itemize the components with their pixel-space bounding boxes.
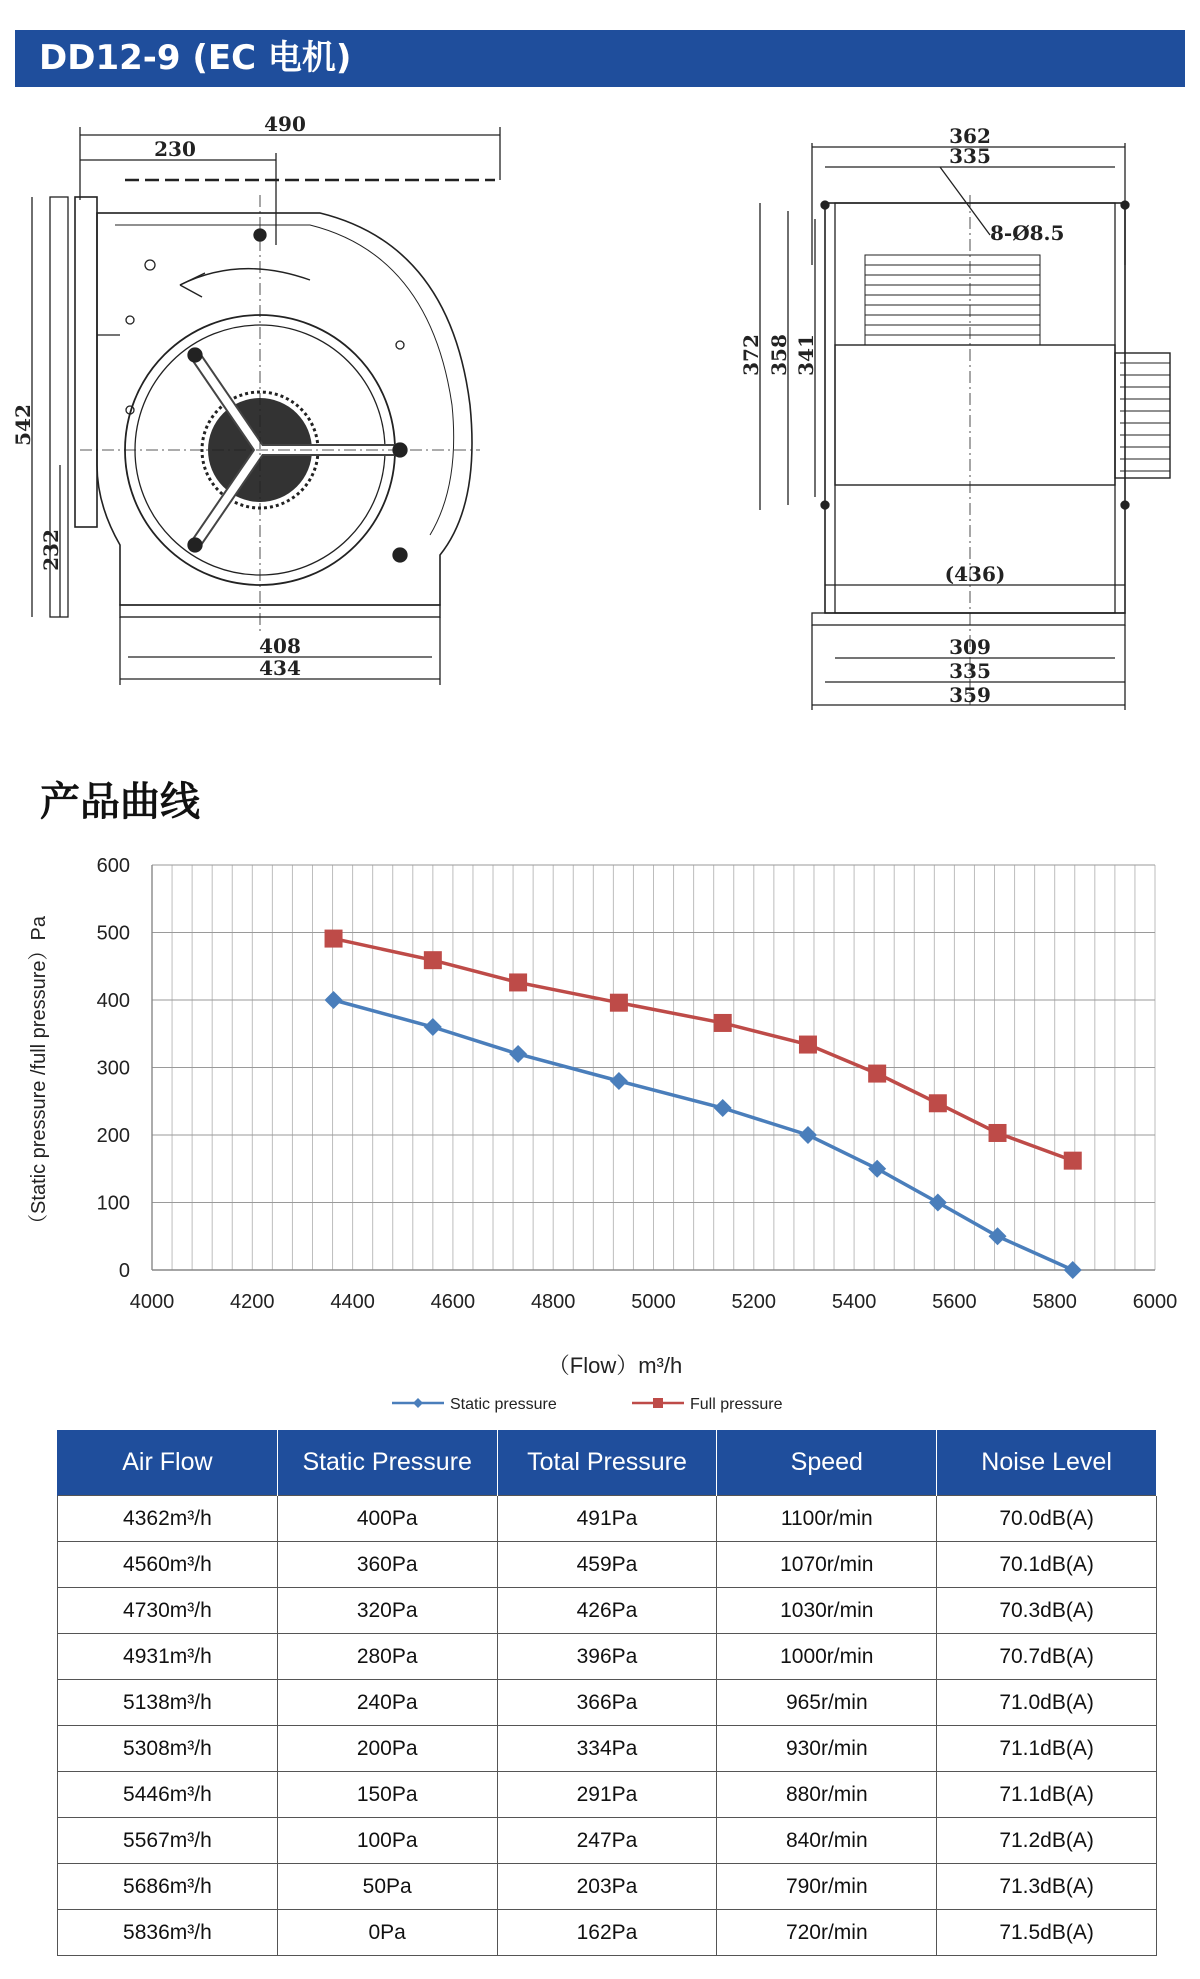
table-cell: 491Pa xyxy=(497,1496,717,1542)
chart-legend xyxy=(392,1396,783,1413)
table-cell: 459Pa xyxy=(497,1542,717,1588)
table-cell: 0Pa xyxy=(277,1910,497,1956)
table-cell: 100Pa xyxy=(277,1818,497,1864)
data-point-full-pressure xyxy=(1064,1152,1082,1170)
legend-label: Static pressure xyxy=(450,1396,557,1413)
table-row xyxy=(58,1588,1157,1634)
performance-chart xyxy=(0,835,1200,1415)
table-row xyxy=(58,1864,1157,1910)
table-row xyxy=(58,1818,1157,1864)
data-point-full-pressure xyxy=(714,1014,732,1032)
dim-side-holes: 8-Ø8.5 xyxy=(990,221,1065,245)
table-cell: 366Pa xyxy=(497,1680,717,1726)
table-cell: 71.1dB(A) xyxy=(937,1726,1157,1772)
x-tick-label: 4800 xyxy=(530,1291,576,1313)
table-cell: 71.5dB(A) xyxy=(937,1910,1157,1956)
table-cell: 334Pa xyxy=(497,1726,717,1772)
table-cell: 280Pa xyxy=(277,1634,497,1680)
table-cell: 880r/min xyxy=(717,1772,937,1818)
series-line-full-pressure xyxy=(334,939,1073,1161)
table-cell: 930r/min xyxy=(717,1726,937,1772)
data-point-static-pressure xyxy=(610,1072,628,1090)
dim-side-height-inner: 341 xyxy=(794,334,818,376)
y-tick-label: 0 xyxy=(118,1260,130,1282)
table-row xyxy=(58,1726,1157,1772)
data-point-static-pressure xyxy=(989,1227,1007,1245)
dim-side-base-inner: 309 xyxy=(949,635,991,659)
x-tick-label: 4200 xyxy=(230,1291,275,1313)
table-cell: 291Pa xyxy=(497,1772,717,1818)
table-cell: 5836m³/h xyxy=(58,1910,278,1956)
dim-height-total: 542 xyxy=(11,404,35,446)
x-tick-label: 5600 xyxy=(932,1291,977,1313)
table-cell: 70.1dB(A) xyxy=(937,1542,1157,1588)
table-cell: 70.3dB(A) xyxy=(937,1588,1157,1634)
table-cell: 4560m³/h xyxy=(58,1542,278,1588)
side-view-drawing xyxy=(700,105,1190,745)
table-header-row xyxy=(58,1430,1157,1496)
data-point-full-pressure xyxy=(325,930,343,948)
y-tick-label: 100 xyxy=(96,1192,130,1215)
dim-width-total: 490 xyxy=(264,112,306,136)
table-header-cell: Total Pressure xyxy=(497,1430,717,1496)
data-point-static-pressure xyxy=(714,1099,732,1117)
table-cell: 200Pa xyxy=(277,1726,497,1772)
page-title: DD12-9 (EC 电机) xyxy=(39,38,352,78)
table-cell: 71.1dB(A) xyxy=(937,1772,1157,1818)
x-tick-label: 5400 xyxy=(831,1291,877,1313)
table-cell: 5567m³/h xyxy=(58,1818,278,1864)
dim-side-base-outer: 359 xyxy=(949,683,991,707)
data-point-static-pressure xyxy=(509,1045,527,1063)
x-tick-label: 5000 xyxy=(631,1291,676,1313)
legend-marker xyxy=(413,1398,423,1408)
table-body xyxy=(58,1496,1157,1956)
table-row xyxy=(58,1772,1157,1818)
x-tick-label: 4600 xyxy=(430,1291,476,1313)
table-header-cell: Speed xyxy=(717,1430,937,1496)
table-header-cell: Air Flow xyxy=(58,1430,278,1496)
table-cell: 70.0dB(A) xyxy=(937,1496,1157,1542)
table-cell: 247Pa xyxy=(497,1818,717,1864)
table-cell: 720r/min xyxy=(717,1910,937,1956)
data-point-static-pressure xyxy=(1064,1261,1082,1279)
y-tick-label: 300 xyxy=(96,1057,130,1080)
dim-side-height-mid: 358 xyxy=(767,334,791,376)
chart-svg xyxy=(0,835,1200,1415)
table-cell: 790r/min xyxy=(717,1864,937,1910)
table-cell: 320Pa xyxy=(277,1588,497,1634)
table-cell: 5308m³/h xyxy=(58,1726,278,1772)
table-cell: 400Pa xyxy=(277,1496,497,1542)
table-cell: 840r/min xyxy=(717,1818,937,1864)
table-cell: 240Pa xyxy=(277,1680,497,1726)
table-cell: 71.0dB(A) xyxy=(937,1680,1157,1726)
table-cell: 71.3dB(A) xyxy=(937,1864,1157,1910)
table-cell: 426Pa xyxy=(497,1588,717,1634)
data-point-full-pressure xyxy=(424,951,442,969)
table-row xyxy=(58,1634,1157,1680)
dim-base-inner: 408 xyxy=(259,634,301,658)
table-cell: 1100r/min xyxy=(717,1496,937,1542)
table-cell: 4931m³/h xyxy=(58,1634,278,1680)
data-point-full-pressure xyxy=(989,1124,1007,1142)
x-tick-label: 4000 xyxy=(129,1291,175,1313)
dim-side-height-outer: 372 xyxy=(739,334,763,376)
y-tick-label: 600 xyxy=(96,855,130,877)
dim-side-width-inner: 335 xyxy=(949,144,991,168)
table-cell: 396Pa xyxy=(497,1634,717,1680)
section-title: 产品曲线 xyxy=(40,779,200,825)
table-cell: 50Pa xyxy=(277,1864,497,1910)
x-tick-label: 6000 xyxy=(1132,1291,1178,1313)
table-cell: 360Pa xyxy=(277,1542,497,1588)
dim-width-inlet: 230 xyxy=(154,137,196,161)
data-point-full-pressure xyxy=(868,1065,886,1083)
table-row xyxy=(58,1542,1157,1588)
table-cell: 1030r/min xyxy=(717,1588,937,1634)
table-row xyxy=(58,1910,1157,1956)
table-cell: 5446m³/h xyxy=(58,1772,278,1818)
performance-table xyxy=(57,1430,1157,1956)
table-cell: 5138m³/h xyxy=(58,1680,278,1726)
table-cell: 203Pa xyxy=(497,1864,717,1910)
table-cell: 70.7dB(A) xyxy=(937,1634,1157,1680)
title-bar xyxy=(15,30,1185,87)
table-cell: 71.2dB(A) xyxy=(937,1818,1157,1864)
data-point-full-pressure xyxy=(929,1094,947,1112)
y-tick-label: 500 xyxy=(96,922,130,945)
table-cell: 4730m³/h xyxy=(58,1588,278,1634)
table-cell: 150Pa xyxy=(277,1772,497,1818)
dim-side-depth: (436) xyxy=(944,562,1006,586)
dim-base-outer: 434 xyxy=(259,656,301,680)
dim-height-center: 232 xyxy=(39,529,63,571)
table-cell: 4362m³/h xyxy=(58,1496,278,1542)
legend-marker xyxy=(653,1398,663,1408)
data-point-static-pressure xyxy=(868,1160,886,1178)
data-point-static-pressure xyxy=(325,991,343,1009)
data-point-full-pressure xyxy=(799,1036,817,1054)
x-tick-label: 5200 xyxy=(731,1291,777,1313)
chart-ylabel: （Static pressure /full pressure）Pa xyxy=(28,916,50,1234)
y-tick-label: 400 xyxy=(96,990,130,1012)
chart-series xyxy=(325,930,1082,1279)
x-tick-label: 5800 xyxy=(1032,1291,1077,1313)
table-header-cell: Static Pressure xyxy=(277,1430,497,1496)
chart-xlabel: （Flow）m³/h xyxy=(547,1353,683,1378)
table-cell: 1000r/min xyxy=(717,1634,937,1680)
table-header-cell: Noise Level xyxy=(937,1430,1157,1496)
table-row xyxy=(58,1680,1157,1726)
table-cell: 162Pa xyxy=(497,1910,717,1956)
front-view-drawing xyxy=(11,105,520,725)
data-point-static-pressure xyxy=(424,1018,442,1036)
table-cell: 965r/min xyxy=(717,1680,937,1726)
table-cell: 5686m³/h xyxy=(58,1864,278,1910)
data-point-full-pressure xyxy=(610,994,628,1012)
y-tick-label: 200 xyxy=(96,1125,130,1147)
dim-side-width-total: 362 xyxy=(949,124,991,148)
table-cell: 1070r/min xyxy=(717,1542,937,1588)
data-point-full-pressure xyxy=(509,973,527,991)
dim-side-base-mid: 335 xyxy=(949,659,991,683)
data-point-static-pressure xyxy=(929,1194,947,1212)
legend-label: Full pressure xyxy=(690,1396,783,1413)
chart-grid xyxy=(152,865,1155,1270)
table-row xyxy=(58,1496,1157,1542)
x-tick-label: 4400 xyxy=(330,1291,375,1313)
